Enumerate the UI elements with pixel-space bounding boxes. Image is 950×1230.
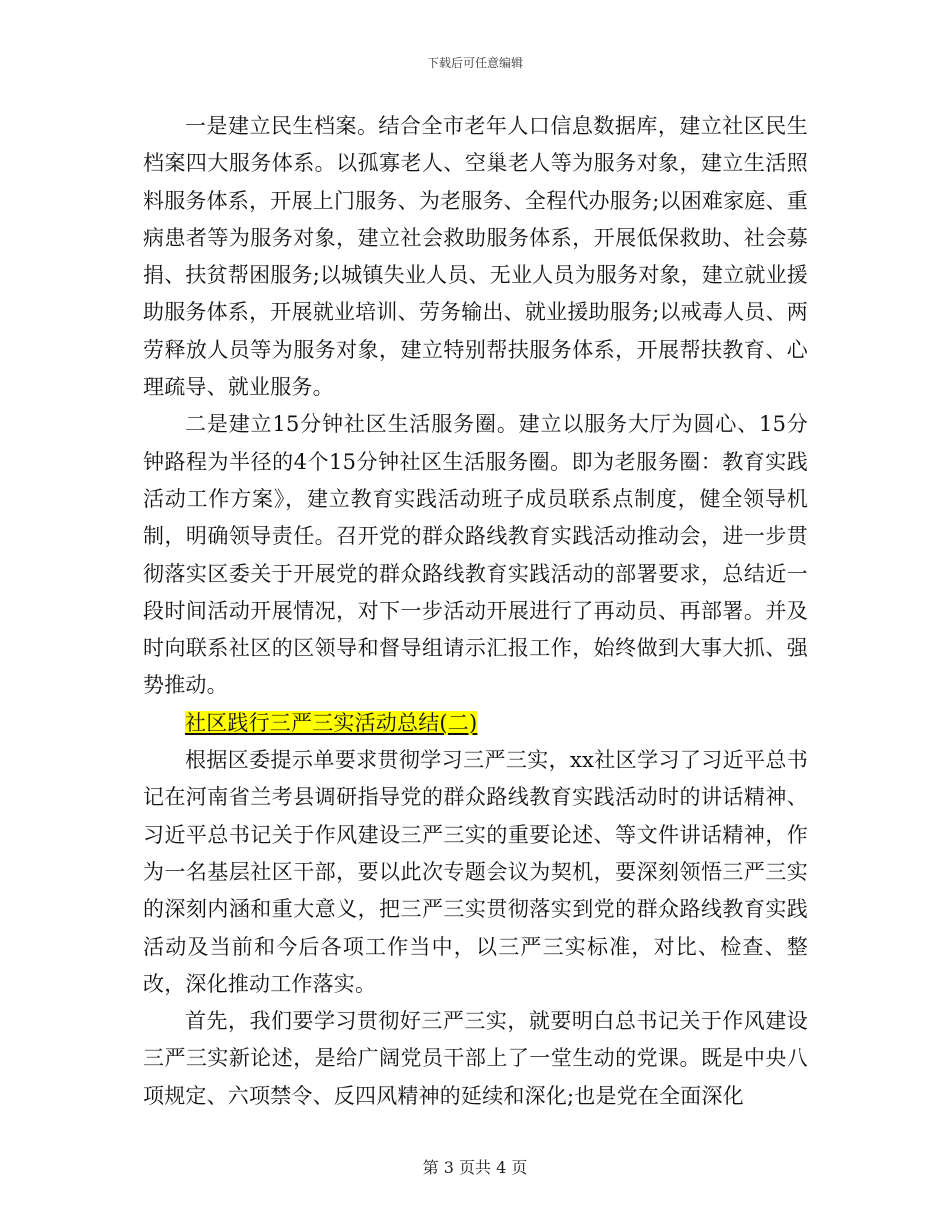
section-title (143, 705, 808, 742)
document-body (143, 108, 808, 1115)
paragraph-3: 根据区委提示单要求贯彻学习三严三实，xx社区学习了习近平总书记在河南省兰考县调研指导党的群众路线教育实践活动时的讲话精神、习近平总书记关于作风建设三严三实的重要论述、等文件讲话精神，作为一名基层社区干部，要以此次专题会议为契机，要深刻领悟三严三实的深刻内涵和重大意义，把三严三实贯彻落实到党的群众路线教育实践活动及当前和今后各项工作当中，以三严三实标准，对比、检查、整改，深化推动工作落实。 (143, 748, 808, 996)
paragraph-2: 二是建立15分钟社区生活服务圈。建立以服务大厅为圆心、15分钟路程为半径的4个15分钟社区生活服务圈。即为老服务圈：教育实践活动工作方案》，建立教育实践活动班子成员联系点制度，健全领导机制，明确领导责任。召开党的群众路线教育实践活动推动会，进一步贯彻落实区委关于开展党的群众路线教育实践活动的部署要求，总结近一段时间活动开展情况，对下一步活动开展进行了再动员、再部署。并及时向联系社区的区领导和督导组请示汇报工作，始终做到大事大抓、强势推动。 (143, 412, 808, 698)
section-title-text: 社区践行三严三实活动总结(二) (185, 710, 478, 735)
paragraph-1: 一是建立民生档案。结合全市老年人口信息数据库，建立社区民生档案四大服务体系。以孤寡老人、空巢老人等为服务对象，建立生活照料服务体系，开展上门服务、为老服务、全程代办服务;以困难家庭、重病患者等为服务对象，建立社会救助服务体系，开展低保救助、社会募捐、扶贫帮困服务;以城镇失业人员、无业人员为服务对象，建立就业援助服务体系，开展就业培训、劳务输出、就业援助服务;以戒毒人员、两劳释放人员等为服务对象，建立特别帮扶服务体系，开展帮扶教育、心理疏导、就业服务。 (143, 114, 808, 400)
page-footer: 第 3 页共 4 页 (422, 1158, 528, 1177)
paragraph-4: 首先，我们要学习贯彻好三严三实，就要明白总书记关于作风建设三严三实新论述，是给广阔党员干部上了一堂生动的党课。既是中央八项规定、六项禁令、反四风精神的延续和深化;也是党在全面深化 (143, 1009, 808, 1108)
page-header: 下载后可任意编辑 (426, 56, 523, 70)
